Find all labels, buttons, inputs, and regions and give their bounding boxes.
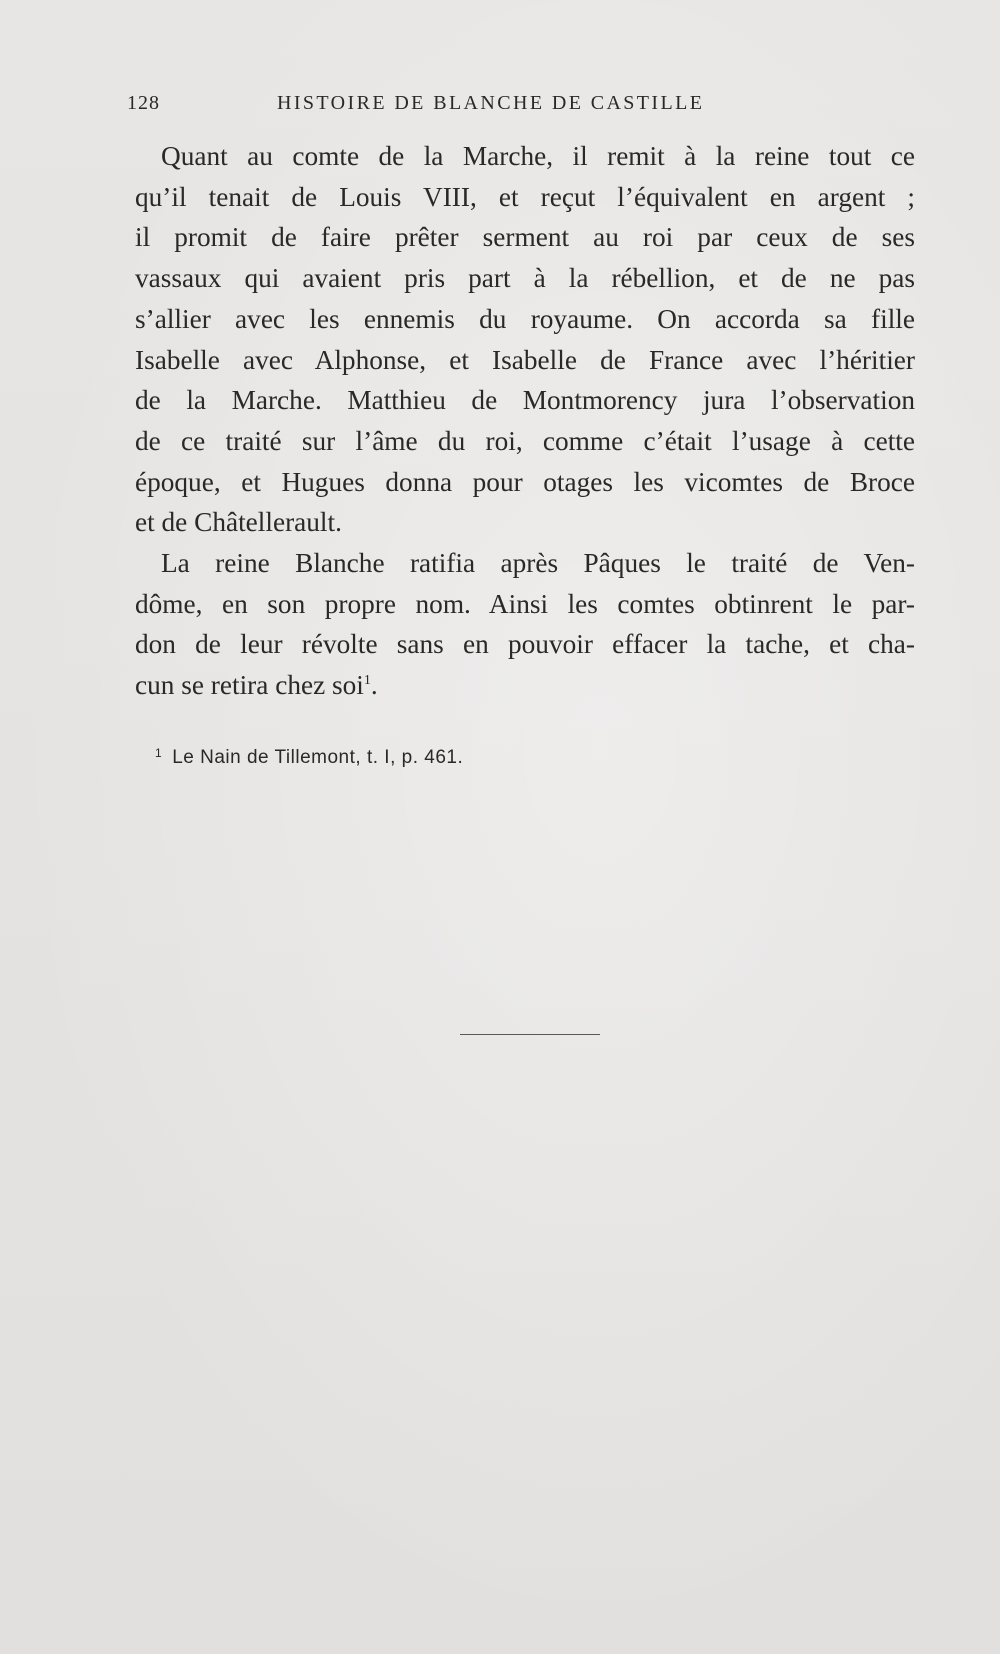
page-number: 128 — [127, 92, 160, 114]
paragraph-2 — [135, 543, 915, 706]
footnote — [155, 746, 463, 769]
text-line: qu’il tenait de Louis VIII, et reçut l’équivalent en argent ; — [135, 181, 915, 212]
text-line: Quant au comte de la Marche, il remit à la reine tout ce — [161, 141, 915, 171]
text-line: et de Châtellerault. — [135, 507, 342, 538]
text-line-content: cun se retira chez soi — [135, 670, 364, 701]
text-line: époque, et Hugues donna pour otages les vicomtes de Broce — [135, 466, 915, 497]
text-line: don de leur révolte sans en pouvoir effacer la tache, et cha- — [135, 629, 915, 660]
running-title: HISTOIRE DE BLANCHE DE CASTILLE — [277, 92, 705, 114]
text-line: Isabelle avec Alphonse, et Isabelle de France avec l’héritier — [135, 344, 915, 375]
text-line: vassaux qui avaient pris part à la rébellion, et de ne pas — [135, 263, 915, 294]
text-line: de la Marche. Matthieu de Montmorency jura l’observation — [135, 385, 915, 416]
footnote-text: Le Nain de Tillemont, t. I, p. 461. — [172, 747, 464, 768]
line-end-punctuation: . — [370, 670, 378, 701]
text-line: dôme, en son propre nom. Ainsi les comtes obtinrent le par- — [135, 588, 915, 619]
section-end-rule — [460, 1034, 600, 1035]
running-head — [127, 92, 767, 122]
footnote-marker: 1 — [155, 746, 163, 760]
paragraph-1 — [135, 136, 915, 543]
body-text — [135, 136, 915, 706]
footnote-reference[interactable]: 1 — [363, 673, 371, 689]
text-line-last — [135, 665, 915, 706]
text-line: La reine Blanche ratifia après Pâques le traité de Ven- — [161, 548, 915, 579]
text-line: il promit de faire prêter serment au roi par ceux de ses — [135, 222, 915, 253]
text-line: s’allier avec les ennemis du royaume. On accorda sa fille — [135, 303, 915, 334]
text-line: de ce traité sur l’âme du roi, comme c’était l’usage à cette — [135, 425, 915, 456]
